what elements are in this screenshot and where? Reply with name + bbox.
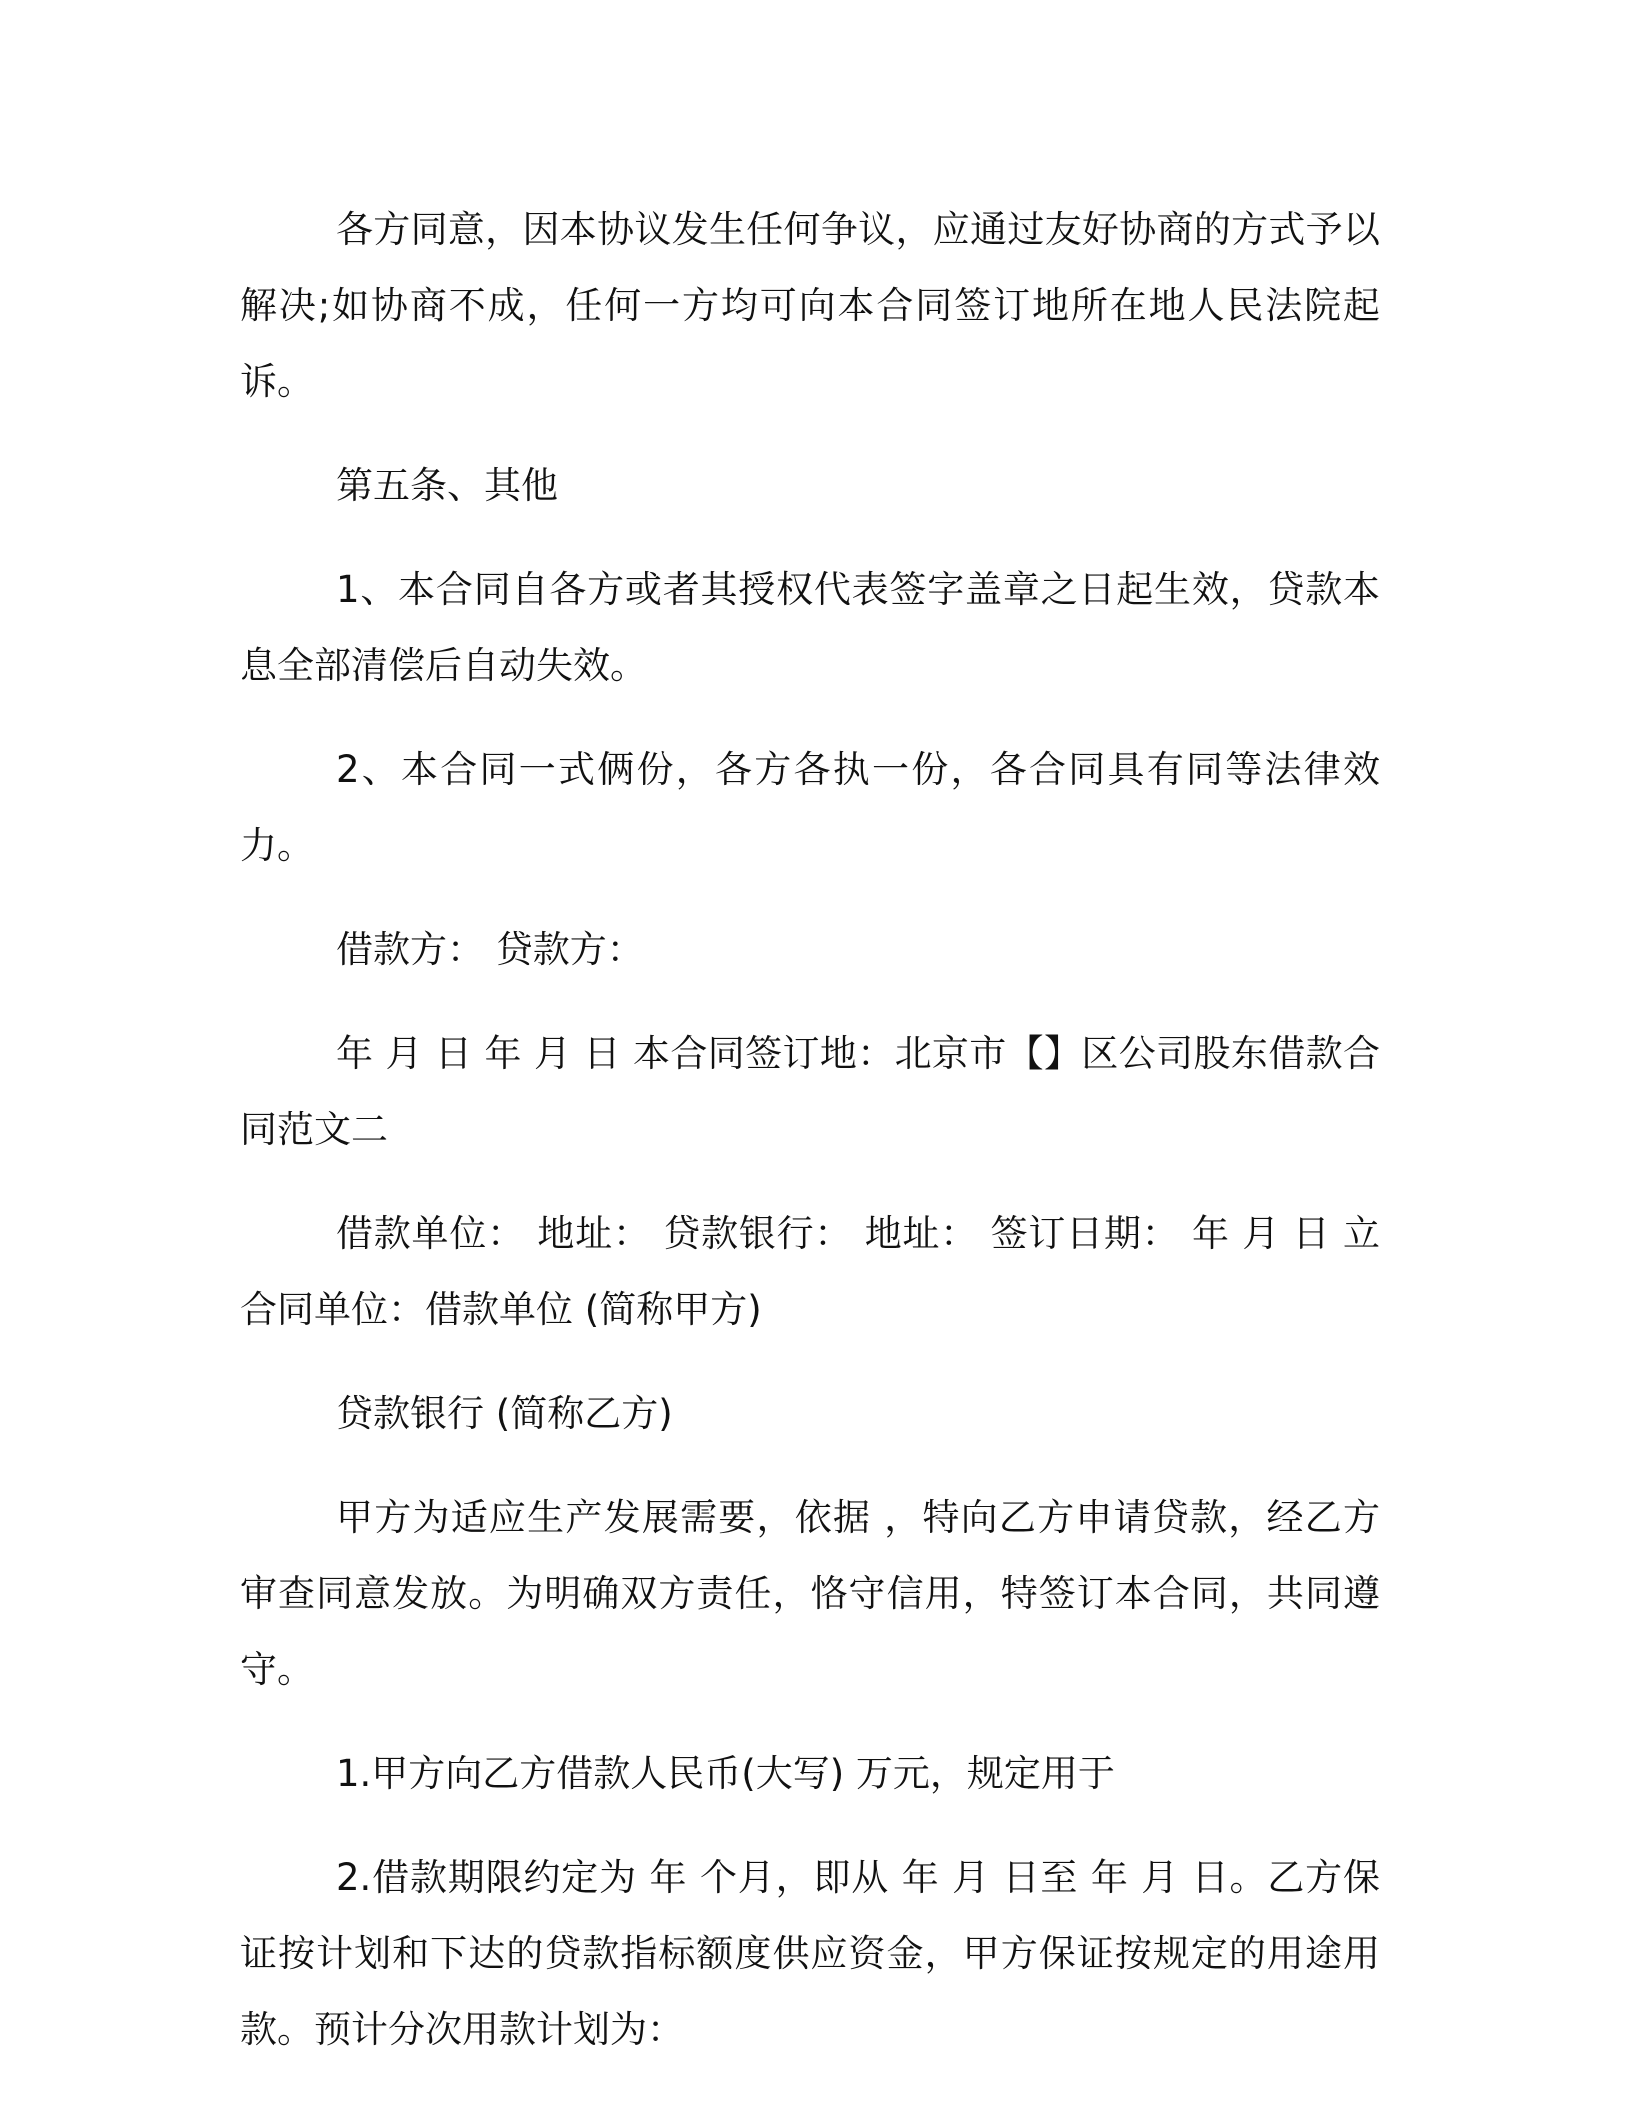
- document-body: [240, 192, 1380, 2096]
- paragraph-dates-and-title: 年 月 日 年 月 日 本合同签订地：北京市【】区公司股东借款合同范文二: [240, 1032, 1380, 1151]
- paragraph-parties-signature: 借款方： 贷款方：: [336, 928, 644, 971]
- paragraph-lender-bank: 贷款银行 (简称乙方): [336, 1392, 673, 1435]
- paragraph-clause-1-effectiveness: 1、本合同自各方或者其授权代表签字盖章之日起生效，贷款本息全部清偿后自动失效。: [240, 568, 1380, 687]
- paragraph-borrower-info: 借款单位： 地址： 贷款银行： 地址： 签订日期： 年 月 日 立合同单位：借款单位 (简称甲方): [240, 1212, 1380, 1331]
- paragraph-item-1-amount: 1.甲方向乙方借款人民币(大写) 万元，规定用于: [336, 1752, 1115, 1795]
- paragraph-item-2-term: 2.借款期限约定为 年 个月，即从 年 月 日至 年 月 日。乙方保证按计划和下达的贷款指标额度供应资金，甲方保证按规定的用途用款。预计分次用款计划为：: [240, 1856, 1380, 2051]
- section-heading-article-five: 第五条、其他: [336, 464, 558, 507]
- paragraph-dispute-resolution: 各方同意，因本协议发生任何争议，应通过友好协商的方式予以解决;如协商不成，任何一方均可向本合同签订地所在地人民法院起诉。: [240, 208, 1380, 403]
- paragraph-clause-2-copies: 2、本合同一式俩份，各方各执一份，各合同具有同等法律效力。: [240, 748, 1380, 867]
- paragraph-purpose: 甲方为适应生产发展需要，依据 ，特向乙方申请贷款，经乙方审查同意发放。为明确双方责任，恪守信用，特签订本合同，共同遵守。: [240, 1496, 1380, 1691]
